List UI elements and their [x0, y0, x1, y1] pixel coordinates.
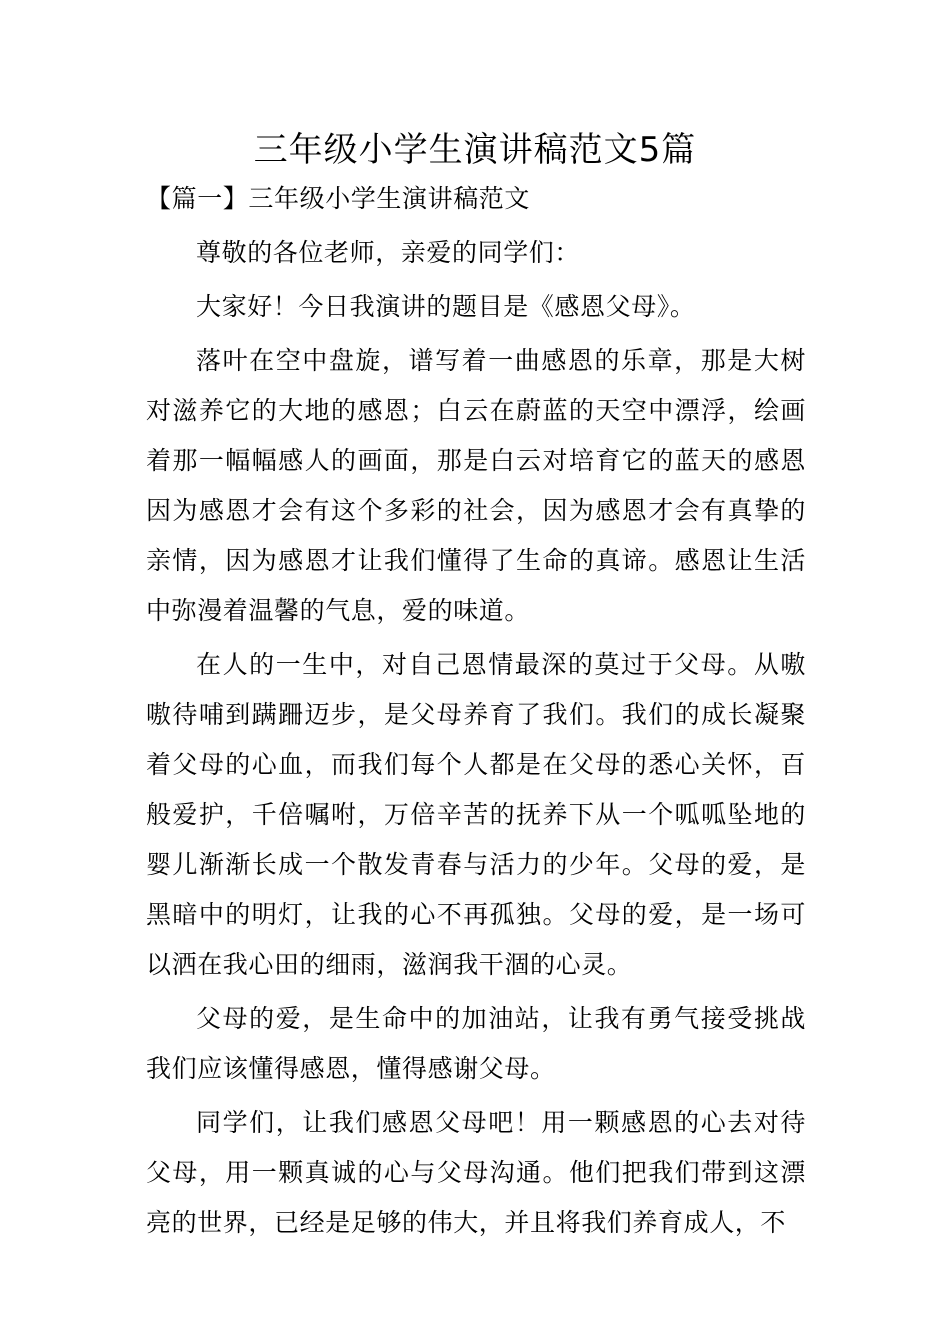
paragraph-parents-love: 父母的爱，是生命中的加油站，让我有勇气接受挑战我们应该懂得感恩，懂得感谢父母。 — [146, 1004, 806, 1083]
paragraph-greeting: 尊敬的各位老师，亲爱的同学们： — [196, 238, 581, 267]
paragraph-call-to-action: 同学们，让我们感恩父母吧！用一颗感恩的心去对待父母，用一颗真诚的心与父母沟通。他们把我们带到这漂亮的世界，已经是足够的伟大，并且将我们养育成人，不 — [146, 1108, 806, 1237]
document-body — [146, 174, 806, 1248]
paragraph-parents-grace: 在人的一生中，对自己恩情最深的莫过于父母。从嗷嗷待哺到蹒跚迈步，是父母养育了我们。我们的成长凝聚着父母的心血，而我们每个人都是在父母的悉心关怀，百般爱护，千倍嘱咐，万倍辛苦的抚养下从一个呱呱坠地的婴儿渐渐长成一个散发青春与活力的少年。父母的爱，是黑暗中的明灯，让我的心不再孤独。父母的爱，是一场可以洒在我心田的细雨，滋润我干涸的心灵。 — [146, 650, 806, 979]
document-title: 三年级小学生演讲稿范文5篇 — [253, 130, 697, 170]
section-heading: 【篇一】三年级小学生演讲稿范文 — [146, 184, 531, 213]
paragraph-topic: 大家好！今日我演讲的题目是《感恩父母》。 — [196, 292, 696, 321]
paragraph-falling-leaves: 落叶在空中盘旋，谱写着一曲感恩的乐章，那是大树对滋养它的大地的感恩；白云在蔚蓝的天空中漂浮，绘画着那一幅幅感人的画面，那是白云对培育它的蓝天的感恩因为感恩才会有这个多彩的社会，因为感恩才会有真挚的亲情，因为感恩才让我们懂得了生命的真谛。感恩让生活中弥漫着温馨的气息，爱的味道。 — [146, 346, 806, 625]
